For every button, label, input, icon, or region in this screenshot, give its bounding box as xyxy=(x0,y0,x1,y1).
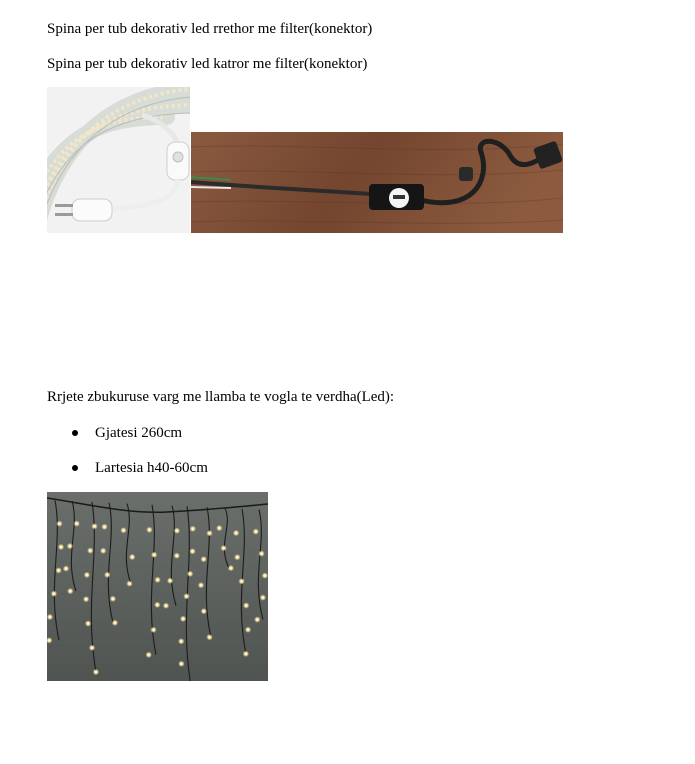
bullet-height xyxy=(72,459,208,477)
curtain-lights-photo xyxy=(47,492,268,681)
text-line-round-plug: Spina per tub dekorativ led rrethor me filter(konektor) xyxy=(47,21,373,37)
led-tube-photo xyxy=(47,87,190,233)
bullet-text: Lartesia h40-60cm xyxy=(95,460,208,476)
bullet-text: Gjatesi 260cm xyxy=(95,425,183,441)
text-line-square-plug: Spina per tub dekorativ led katror me filter(konektor) xyxy=(47,56,368,72)
bullet-icon xyxy=(72,430,78,436)
bullet-length xyxy=(72,424,182,442)
bullet-icon xyxy=(72,465,78,471)
section-heading-curtain-lights: Rrjete zbukuruse varg me llamba te vogla te verdha(Led): xyxy=(47,389,395,405)
connector-photo xyxy=(191,132,563,233)
